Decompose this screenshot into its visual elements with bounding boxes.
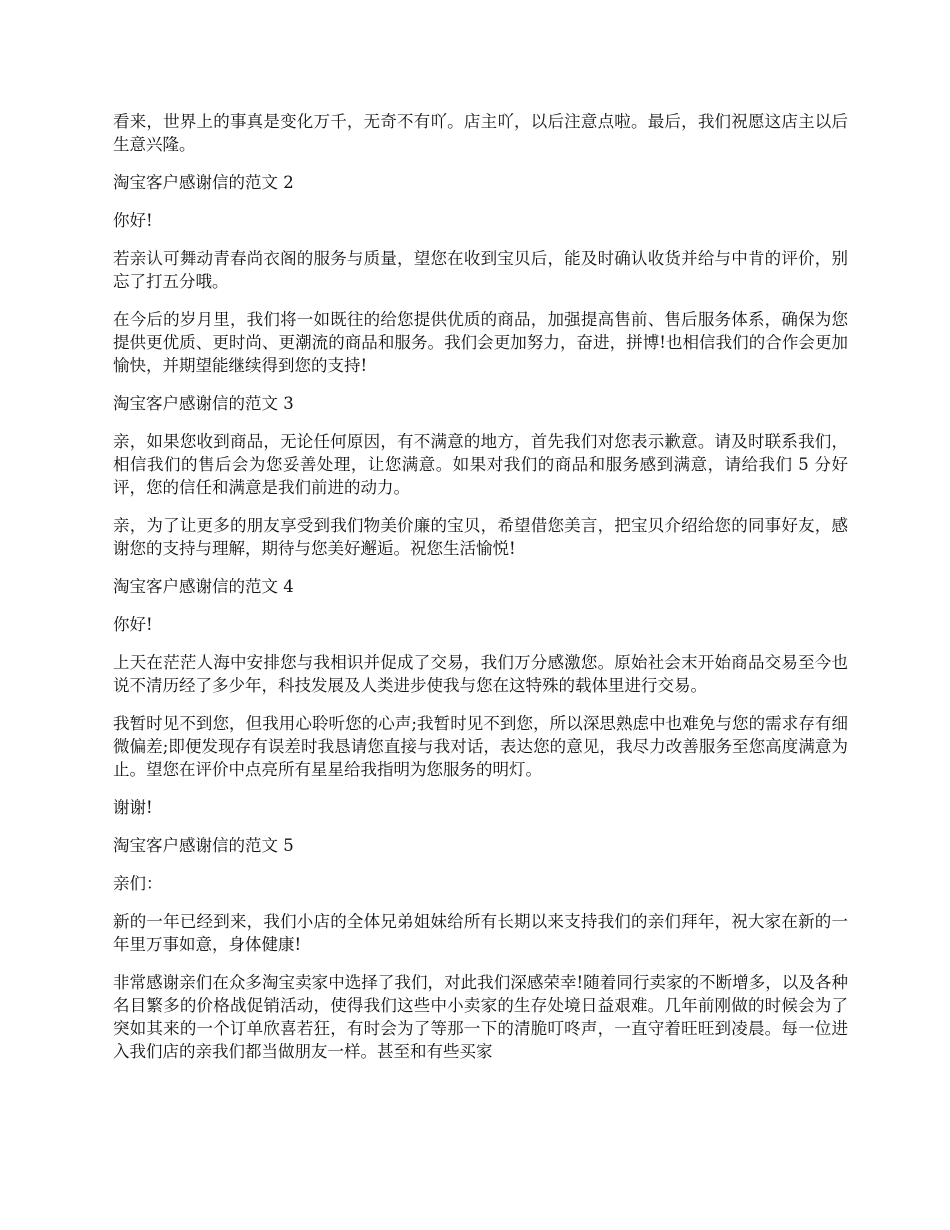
paragraph: 上天在茫茫人海中安排您与我相识并促成了交易，我们万分感激您。原始社会末开始商品交易至今也说不清历经了多少年，科技发展及人类进步使我与您在这特殊的载体里进行交易。 bbox=[113, 653, 848, 695]
section-heading: 淘宝客户感谢信的范文 2 bbox=[113, 173, 294, 192]
paragraph: 在今后的岁月里，我们将一如既往的给您提供优质的商品，加强提高售前、售后服务体系，确保为您提供更优质、更时尚、更潮流的商品和服务。我们会更加努力，奋进，拼博!也相信我们的合作会更加愉快，并期望能继续得到您的支持! bbox=[113, 310, 848, 375]
paragraph: 亲，如果您收到商品，无论任何原因，有不满意的地方，首先我们对您表示歉意。请及时联系我们，相信我们的售后会为您妥善处理，让您满意。如果对我们的商品和服务感到满意，请给我们 5 分好评，您的信任和满意是我们前进的动力。 bbox=[113, 432, 848, 497]
paragraph: 亲，为了让更多的朋友享受到我们物美价廉的宝贝，希望借您美言，把宝贝介绍给您的同事好友，感谢您的支持与理解，期待与您美好邂逅。祝您生活愉悦! bbox=[113, 516, 848, 558]
paragraph: 谢谢! bbox=[113, 798, 153, 817]
paragraph: 若亲认可舞动青春尚衣阁的服务与质量，望您在收到宝贝后，能及时确认收货并给与中肯的评价，别忘了打五分哦。 bbox=[113, 249, 848, 291]
section-heading: 淘宝客户感谢信的范文 4 bbox=[113, 577, 294, 596]
document-page bbox=[113, 110, 848, 1078]
paragraph: 你好! bbox=[113, 615, 153, 634]
paragraph: 你好! bbox=[113, 211, 153, 230]
section-heading: 淘宝客户感谢信的范文 3 bbox=[113, 394, 294, 413]
paragraph: 新的一年已经到来，我们小店的全体兄弟姐妹给所有长期以来支持我们的亲们拜年，祝大家在新的一年里万事如意，身体健康! bbox=[113, 912, 848, 954]
paragraph: 非常感谢亲们在众多淘宝卖家中选择了我们，对此我们深感荣幸!随着同行卖家的不断增多，以及各种名目繁多的价格战促销活动，使得我们这些中小卖家的生存处境日益艰难。几年前刚做的时候会为了突如其来的一个订单欣喜若狂，有时会为了等那一下的清脆叮咚声，一直守着旺旺到凌晨。每一位进入我们店的亲我们都当做朋友一样。甚至和有些买家 bbox=[113, 973, 848, 1061]
paragraph: 看来，世界上的事真是变化万千，无奇不有吖。店主吖，以后注意点啦。最后，我们祝愿这店主以后生意兴隆。 bbox=[113, 112, 848, 154]
paragraph: 我暂时见不到您，但我用心聆听您的心声;我暂时见不到您，所以深思熟虑中也难免与您的需求存有细微偏差;即便发现存有误差时我恳请您直接与我对话，表达您的意见，我尽力改善服务至您高度满意为止。望您在评价中点亮所有星星给我指明为您服务的明灯。 bbox=[113, 714, 848, 779]
paragraph: 亲们： bbox=[113, 874, 163, 893]
section-heading: 淘宝客户感谢信的范文 5 bbox=[113, 836, 294, 855]
